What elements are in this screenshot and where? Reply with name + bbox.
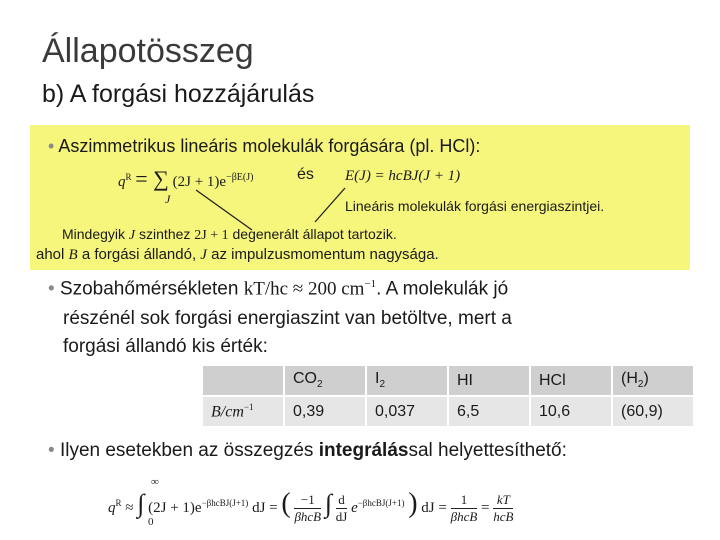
table-header-row xyxy=(203,366,694,396)
bullet-3-pre: Ilyen esetekben az összegzés xyxy=(59,440,319,461)
int-dJ: dJ = xyxy=(252,500,282,516)
energy-label: Lineáris molekulák forgási energiaszintjei. xyxy=(345,198,605,214)
table-cell: 0,39 xyxy=(284,396,366,426)
bullet-2-post: . A molekulák jó xyxy=(376,278,509,300)
integral-sign-2: ∫ xyxy=(324,489,332,518)
table-cell: 10,6 xyxy=(530,396,612,426)
formula-E: E(J) = hcBJ(J + 1) xyxy=(345,168,461,184)
where-mid: a forgási állandó, xyxy=(77,246,201,263)
int-exp: −βhcBJ(J+1) xyxy=(201,498,249,508)
q-body: (2J + 1)e xyxy=(172,174,227,190)
and-word: és xyxy=(297,166,314,183)
where-J: J xyxy=(200,247,207,263)
table-cell: HI xyxy=(448,366,530,396)
paren-open: ( xyxy=(281,488,291,519)
where-line xyxy=(36,246,439,264)
integral-lower-limit: 0 xyxy=(148,516,154,528)
bullet-3-bold: integrálás xyxy=(318,440,409,461)
int-rest: dJ = xyxy=(421,500,451,516)
int-sup: R xyxy=(115,498,122,508)
table-cell xyxy=(203,366,284,396)
where-pre: ahol xyxy=(36,246,69,263)
bullet-marker: • xyxy=(48,278,60,300)
sum-index: J xyxy=(165,192,171,206)
page-title: Állapotösszeg xyxy=(42,32,254,70)
degen-pre: Mindegyik xyxy=(62,226,129,242)
bullet-3 xyxy=(48,440,567,462)
integral-formula: $q^R$ ≈ ∫ $(2J + 1)e^{-\beta hcBJ(J+1)}$ dJ = ( −1 βhcB ∫ $\frac{d}{dJ}$ $e^{-\beta hcBJ(J+1)}$ ) dJ = 1 βhcB = kT hcB xyxy=(108,488,514,525)
degen-post: degenerált állapot tartozik. xyxy=(228,226,397,242)
table-cell: (60,9) xyxy=(612,396,694,426)
bullet-2-line-2: részénél sok forgási energiaszint van betöltve, mert a xyxy=(63,308,512,329)
int-body: (2J + 1)e xyxy=(148,500,202,516)
table-row xyxy=(203,396,694,426)
bullet-marker: • xyxy=(48,440,60,461)
int-e-exp: −βhcBJ(J+1) xyxy=(357,498,405,508)
table-cell: $B/cm^{-1}$ xyxy=(203,396,284,426)
bullet-2 xyxy=(48,278,508,300)
int-q: q xyxy=(108,500,116,516)
table-cell: $CO_2$ xyxy=(284,366,366,396)
q-sup: R xyxy=(125,172,132,182)
table-cell: 6,5 xyxy=(448,396,530,426)
degen-J: J xyxy=(128,228,136,243)
degen-mid: szinthez xyxy=(135,226,195,242)
table-cell: HCl xyxy=(530,366,612,396)
bullet-2-sup: −1 xyxy=(364,278,377,290)
paren-close: ) xyxy=(408,488,418,519)
fraction-1: −1 βhcB xyxy=(294,492,322,525)
rotational-constant-table xyxy=(203,366,695,426)
int-approx: ≈ xyxy=(125,500,134,516)
where-post: az impulzusmomentum nagysága. xyxy=(206,246,439,263)
bullet-1-text: Aszimmetrikus lineáris molekulák forgására (pl. HCl): xyxy=(58,136,481,156)
integral-upper-limit: ∞ xyxy=(151,476,159,488)
int-eq2: = xyxy=(481,500,494,516)
page-subtitle: b) A forgási hozzájárulás xyxy=(42,80,315,108)
sum-sign: = ∑ xyxy=(135,166,169,191)
degeneracy-line xyxy=(62,226,397,244)
bullet-2-line-3: forgási állandó kis érték: xyxy=(63,336,268,357)
degen-expr: 2J + 1 xyxy=(194,228,229,243)
q-exp: −βE(J) xyxy=(226,172,254,183)
bullet-2-expr: kT/hc ≈ 200 cm xyxy=(243,278,365,300)
bullet-3-post: sal helyettesíthető: xyxy=(408,440,567,461)
q-symbol: q xyxy=(118,174,126,190)
table-cell: 0,037 xyxy=(366,396,448,426)
table-cell: $I_2$ xyxy=(366,366,448,396)
bullet-2-pre: Szobahőmérsékleten xyxy=(59,278,244,300)
derivative: $\frac{d}{dJ}$ xyxy=(335,492,348,525)
integral-sign: ∫ xyxy=(137,489,145,518)
fraction-2: 1 βhcB xyxy=(450,492,478,525)
fraction-3: kT hcB xyxy=(493,492,514,525)
table-cell: $(H_2)$ xyxy=(612,366,694,396)
bullet-marker: • xyxy=(48,136,59,156)
where-B: B xyxy=(68,247,78,263)
